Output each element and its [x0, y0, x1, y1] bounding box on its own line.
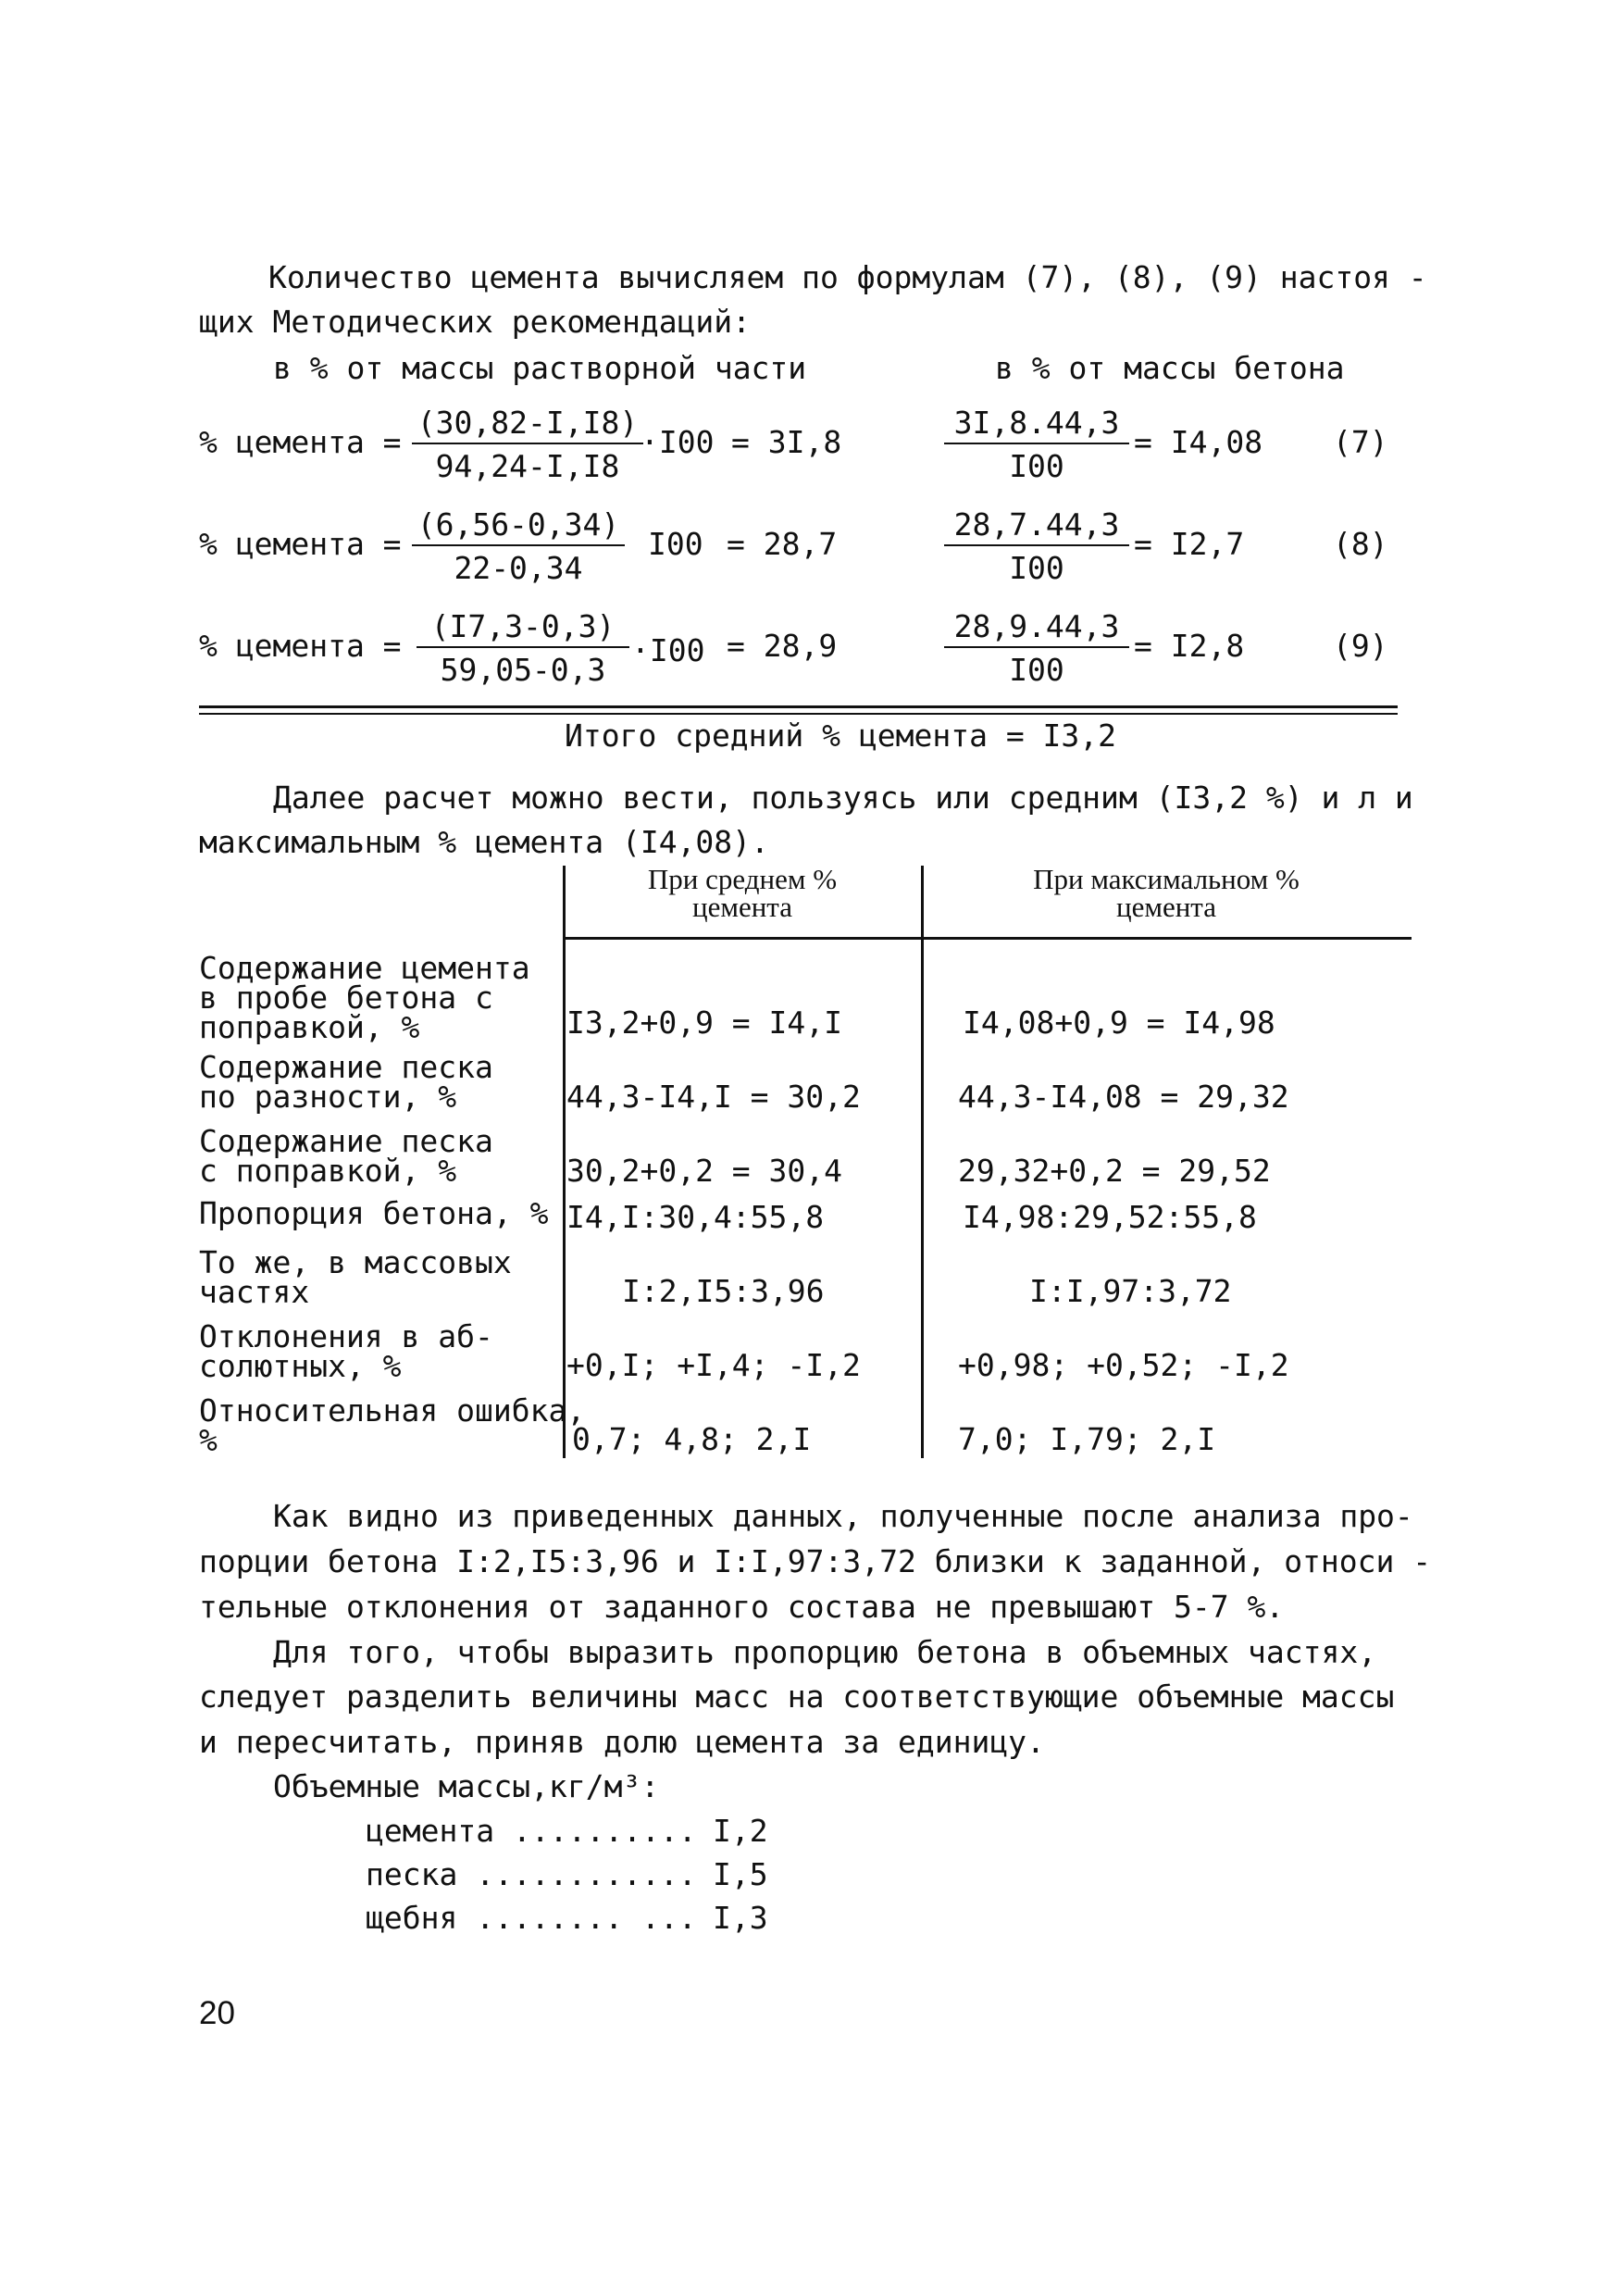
- maximum-value: 7,0; I,79; 2,I: [958, 1421, 1216, 1457]
- row-label: То же, в массовых частях: [199, 1244, 512, 1310]
- numerator: 3I,8.44,3: [944, 405, 1129, 444]
- denominator: I00: [1009, 448, 1064, 484]
- row-label: Пропорция бетона, %: [199, 1195, 549, 1231]
- row-label: Содержание песка по разности, %: [199, 1049, 493, 1115]
- denominator: I00: [1009, 550, 1064, 586]
- numerator: (30,82-I,I8): [412, 405, 643, 444]
- fraction-left: [412, 405, 643, 484]
- table-header-rule: [565, 937, 1412, 940]
- maximum-value: +0,98; +0,52; -I,2: [958, 1347, 1289, 1383]
- left-result: = 28,7: [727, 526, 838, 562]
- densities-heading: Объемные массы,кг/м³:: [273, 1768, 660, 1804]
- conclusion-line-3: тельные отклонения от заданного состава не превышают 5-7 %.: [199, 1589, 1285, 1625]
- intro-line-1: Количество цемента вычисляем по формулам (7), (8), (9) настоя -: [268, 259, 1427, 295]
- average-value: +0,I; +I,4; -I,2: [566, 1347, 861, 1383]
- numerator: (6,56-0,34): [412, 506, 625, 546]
- numerator: (I7,3-0,3): [417, 608, 629, 648]
- row-label: Относительная ошибка, %: [199, 1392, 586, 1458]
- average-value: I4,I:30,4:55,8: [566, 1199, 825, 1235]
- maximum-value: I4,98:29,52:55,8: [963, 1199, 1257, 1235]
- density-name: цемента ..........: [366, 1813, 697, 1849]
- formulas-rule-top: [199, 705, 1398, 708]
- density-value: I,5: [713, 1856, 768, 1892]
- average-value: I3,2+0,9 = I4,I: [566, 1004, 843, 1041]
- volume-para-line-2: следует разделить величины масс на соответствующие объемные массы: [199, 1678, 1395, 1715]
- maximum-value: 29,32+0,2 = 29,52: [958, 1153, 1271, 1189]
- total-line: Итого средний % цемента = I3,2: [565, 718, 1117, 754]
- conclusion-line-2: порции бетона I:2,I5:3,96 и I:I,97:3,72 близки к заданной, относи -: [199, 1543, 1432, 1579]
- denominator: 94,24-I,I8: [435, 448, 620, 484]
- column-header-left: в % от массы растворной части: [273, 350, 807, 386]
- table-header-average: При среднем % цемента: [647, 863, 838, 923]
- denominator: 22-0,34: [454, 550, 583, 586]
- table-vertical-rule-2: [921, 866, 924, 1458]
- continuation-line-1: Далее расчет можно вести, пользуясь или средним (I3,2 %) и л и: [273, 780, 1413, 816]
- row-label: Содержание цемента в пробе бетона с поправкой, %: [199, 950, 530, 1045]
- formula-label: % цемента =: [199, 628, 402, 664]
- density-value: I,2: [713, 1813, 768, 1849]
- volume-para-line-3: и пересчитать, приняв долю цемента за единицу.: [199, 1724, 1045, 1760]
- density-value: I,3: [713, 1900, 768, 1936]
- multiplier: ·I00: [631, 632, 705, 668]
- density-name: щебня ........ ...: [366, 1900, 697, 1936]
- volume-para-line-1: Для того, чтобы выразить пропорцию бетона в объемных частях,: [273, 1634, 1377, 1670]
- column-header-right: в % от массы бетона: [995, 350, 1345, 386]
- equation-number: (7): [1333, 424, 1388, 460]
- density-name: песка ............: [366, 1856, 697, 1892]
- fraction-left: [417, 608, 629, 688]
- intro-line-2: щих Методических рекомендаций:: [199, 304, 752, 340]
- row-label: Отклонения в аб- солютных, %: [199, 1318, 493, 1384]
- fraction-left: [412, 506, 625, 586]
- table-header-maximum: При максимальном % цемента: [1033, 863, 1300, 923]
- equation-number: (8): [1333, 526, 1388, 562]
- left-result: = 28,9: [727, 628, 838, 664]
- page-number: 20: [199, 1995, 235, 2031]
- right-result: = I2,7: [1134, 526, 1245, 562]
- right-result: = I4,08: [1134, 424, 1263, 460]
- formulas-rule-bottom: [199, 713, 1398, 715]
- maximum-value: I:I,97:3,72: [1029, 1273, 1232, 1309]
- formula-label: % цемента =: [199, 424, 402, 460]
- formula-label: % цемента =: [199, 526, 402, 562]
- average-value: I:2,I5:3,96: [622, 1273, 825, 1309]
- average-value: 44,3-I4,I = 30,2: [566, 1079, 861, 1115]
- maximum-value: 44,3-I4,08 = 29,32: [958, 1079, 1289, 1115]
- fraction-right: [944, 608, 1129, 688]
- fraction-right: [944, 405, 1129, 484]
- average-value: 30,2+0,2 = 30,4: [566, 1153, 843, 1189]
- multiplier: I00: [648, 526, 703, 562]
- average-value: 0,7; 4,8; 2,I: [572, 1421, 812, 1457]
- left-result: = 3I,8: [731, 424, 842, 460]
- numerator: 28,9.44,3: [944, 608, 1129, 648]
- denominator: I00: [1009, 652, 1064, 688]
- maximum-value: I4,08+0,9 = I4,98: [963, 1004, 1275, 1041]
- row-label: Содержание песка с поправкой, %: [199, 1123, 493, 1189]
- denominator: 59,05-0,3: [440, 652, 606, 688]
- fraction-right: [944, 506, 1129, 586]
- conclusion-line-1: Как видно из приведенных данных, полученные после анализа про-: [273, 1498, 1413, 1534]
- table-vertical-rule-1: [563, 866, 566, 1458]
- right-result: = I2,8: [1134, 628, 1245, 664]
- multiplier: ·I00: [641, 424, 715, 460]
- equation-number: (9): [1333, 628, 1388, 664]
- numerator: 28,7.44,3: [944, 506, 1129, 546]
- continuation-line-2: максимальным % цемента (I4,08).: [199, 824, 769, 860]
